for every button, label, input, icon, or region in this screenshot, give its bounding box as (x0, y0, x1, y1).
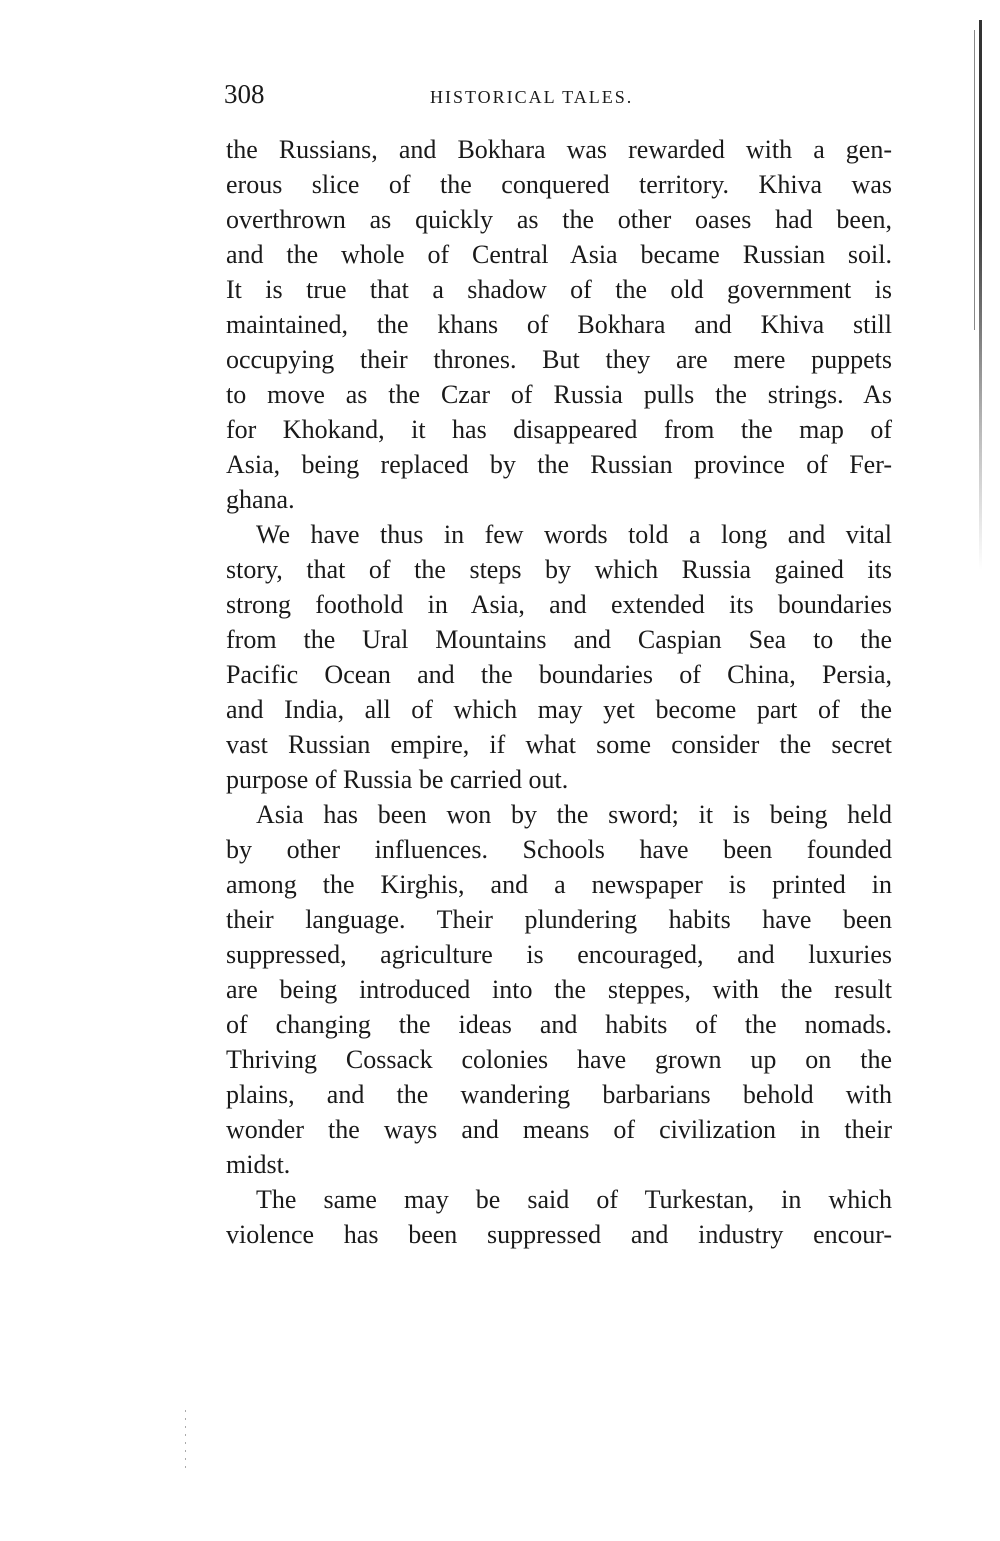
text-line: We have thus in few words told a long and vital (256, 520, 892, 549)
scan-edge-mark-secondary (974, 30, 975, 330)
text-line: vast Russian empire, if what some consider the secret (226, 730, 892, 759)
paragraph-1 (226, 132, 892, 517)
text-line: strong foothold in Asia, and extended its boundaries (226, 590, 892, 619)
text-line: and India, all of which may yet become part of the (226, 695, 892, 724)
text-line: by other influences. Schools have been founded (226, 835, 892, 864)
text-line: of changing the ideas and habits of the nomads. (226, 1010, 892, 1039)
text-line: the Russians, and Bokhara was rewarded with a gen- (226, 135, 892, 164)
text-line: The same may be said of Turkestan, in which (256, 1185, 892, 1214)
text-line: overthrown as quickly as the other oases had been, (226, 205, 892, 234)
text-line: midst. (226, 1150, 291, 1179)
text-line: violence has been suppressed and industry encour- (226, 1220, 892, 1249)
text-line: story, that of the steps by which Russia gained its (226, 555, 892, 584)
text-line: and the whole of Central Asia became Russian soil. (226, 240, 892, 269)
text-line: maintained, the khans of Bokhara and Khiva still (226, 310, 892, 339)
text-line: ghana. (226, 485, 295, 514)
text-line: plains, and the wandering barbarians behold with (226, 1080, 892, 1109)
text-line: Asia, being replaced by the Russian province of Fer- (226, 450, 892, 479)
text-line: from the Ural Mountains and Caspian Sea to the (226, 625, 892, 654)
text-line: It is true that a shadow of the old government is (226, 275, 892, 304)
scan-speck (185, 1410, 186, 1470)
text-line: their language. Their plundering habits have been (226, 905, 892, 934)
text-line: wonder the ways and means of civilization in their (226, 1115, 892, 1144)
page-header (224, 74, 890, 114)
text-line: suppressed, agriculture is encouraged, and luxuries (226, 940, 892, 969)
text-line: occupying their thrones. But they are mere puppets (226, 345, 892, 374)
text-line: erous slice of the conquered territory. Khiva was (226, 170, 892, 199)
text-line: Thriving Cossack colonies have grown up on the (226, 1045, 892, 1074)
text-line: to move as the Czar of Russia pulls the strings. As (226, 380, 892, 409)
body-text (226, 132, 892, 1252)
running-head: HISTORICAL TALES. (430, 87, 634, 107)
scan-edge-mark (979, 20, 982, 570)
text-line: Pacific Ocean and the boundaries of China, Persia, (226, 660, 892, 689)
text-line: among the Kirghis, and a newspaper is printed in (226, 870, 892, 899)
page-number: 308 (224, 79, 265, 109)
text-line: Asia has been won by the sword; it is being held (256, 800, 892, 829)
paragraph-3 (226, 797, 892, 1182)
text-line: for Khokand, it has disappeared from the map of (226, 415, 892, 444)
text-line: are being introduced into the steppes, with the result (226, 975, 892, 1004)
paragraph-4 (226, 1182, 892, 1252)
text-line: purpose of Russia be carried out. (226, 765, 569, 794)
paragraph-2 (226, 517, 892, 797)
